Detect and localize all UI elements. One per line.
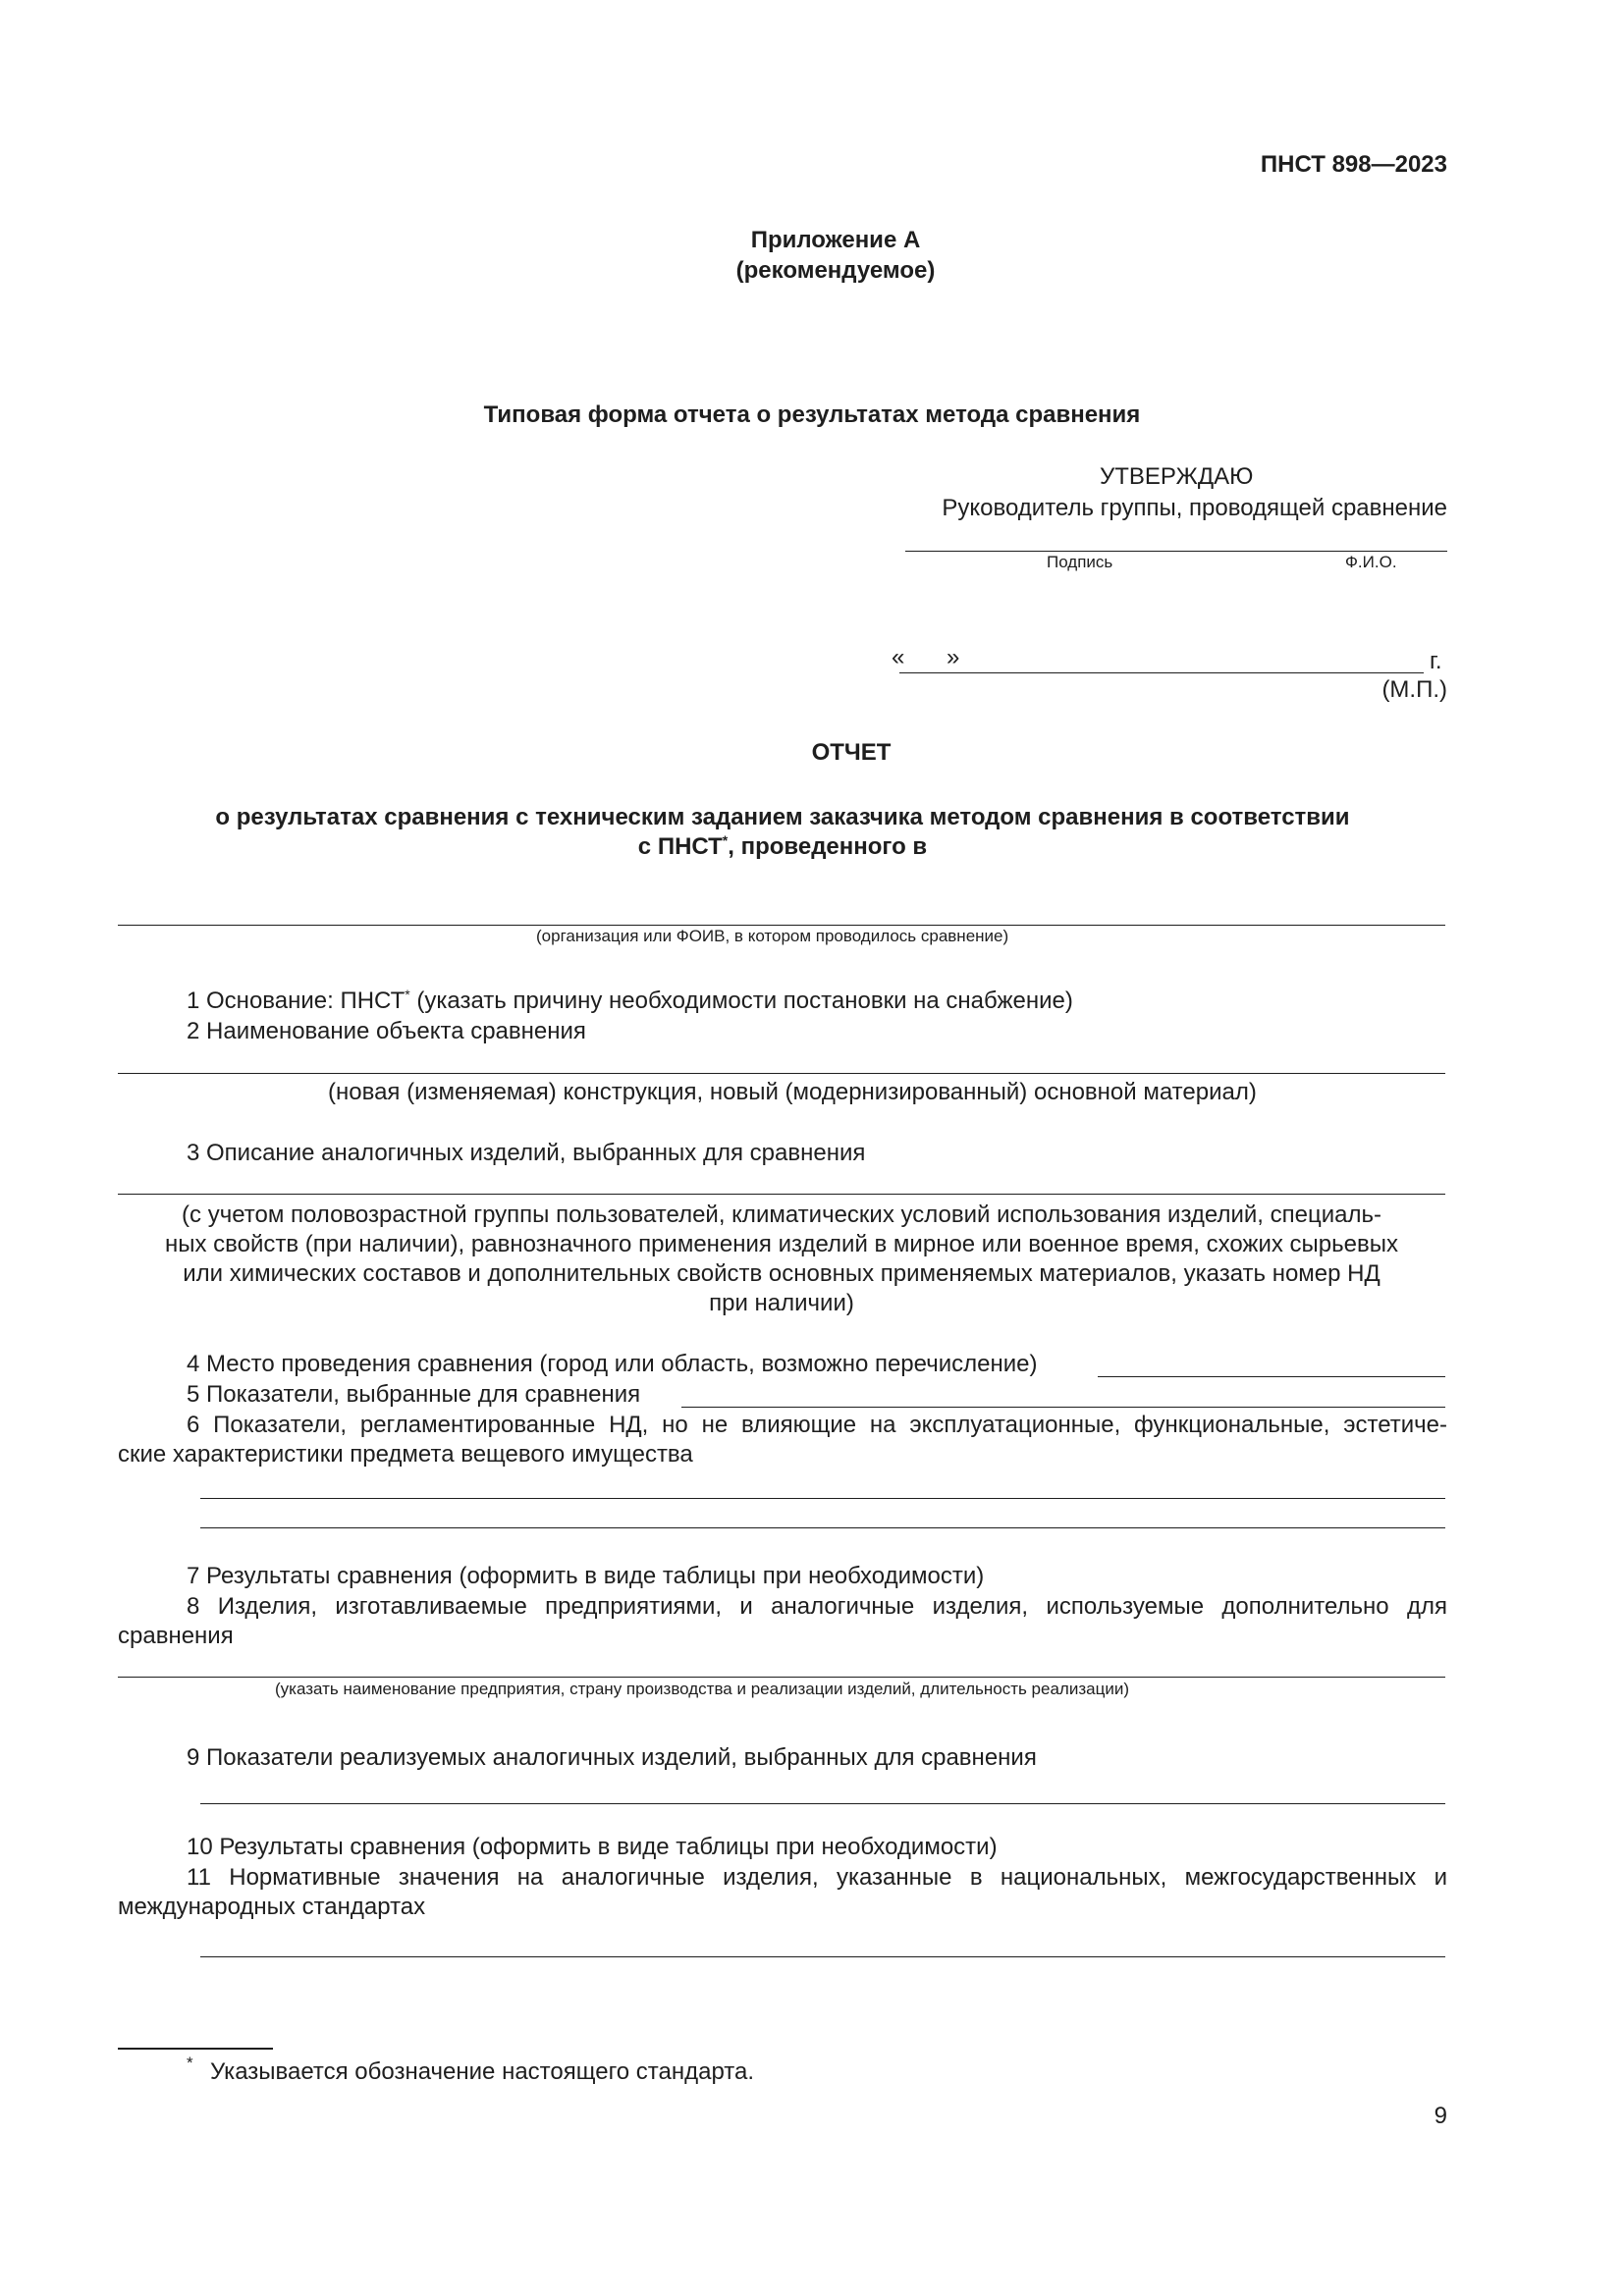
item-10: 10 Результаты сравнения (оформить в виде таблицы при необходимости) — [187, 1834, 998, 1860]
item-11-line[interactable] — [200, 1956, 1445, 1957]
report-subheading-line1: о результатах сравнения с техническим заданием заказчика методом сравнения в соответствии — [215, 804, 1350, 830]
item-5: 5 Показатели, выбранные для сравнения — [187, 1381, 641, 1408]
item-6-line-a[interactable] — [200, 1498, 1445, 1499]
year-suffix: г. — [1430, 648, 1442, 674]
organization-line[interactable] — [118, 925, 1445, 926]
date-open-quote: « — [892, 644, 905, 670]
page-number: 9 — [1434, 2103, 1447, 2129]
appendix-title: Приложение А — [750, 227, 921, 253]
item-3-hint-line4: при наличии) — [709, 1290, 854, 1316]
item-11-line2: международных стандартах — [118, 1894, 426, 1920]
approve-label: УТВЕРЖДАЮ — [1100, 463, 1254, 490]
signature-label: Подпись — [1047, 553, 1113, 571]
item-1-prefix: 1 Основание: ПНСТ — [187, 988, 406, 1014]
subheading-part-a: с ПНСТ — [637, 833, 723, 860]
report-heading: ОТЧЕТ — [811, 739, 892, 766]
date-close-quote: » — [947, 644, 960, 670]
item-2: 2 Наименование объекта сравнения — [187, 1018, 586, 1044]
document-code: ПНСТ 898—2023 — [1260, 151, 1447, 178]
approver-role: Руководитель группы, проводящей сравнение — [942, 495, 1447, 521]
form-title: Типовая форма отчета о результатах метода сравнения — [483, 401, 1141, 428]
item-9: 9 Показатели реализуемых аналогичных изделий, выбранных для сравнения — [187, 1744, 1037, 1771]
subheading-part-b: , проведенного в — [728, 833, 928, 860]
item-8-hint: (указать наименование предприятия, страну производства и реализации изделий, длительность реализации) — [275, 1680, 1129, 1698]
item-11-line1: 11 Нормативные значения на аналогичные изделия, указанные в национальных, межгосударственных и — [187, 1864, 1447, 1891]
appendix-subtitle: (рекомендуемое) — [735, 257, 936, 284]
item-3-line[interactable] — [118, 1194, 1445, 1195]
item-6-line-b[interactable] — [200, 1527, 1445, 1528]
item-4-line[interactable] — [1098, 1376, 1445, 1377]
footnote-separator — [118, 2048, 273, 2050]
item-6-line2: ские характеристики предмета вещевого имущества — [118, 1441, 693, 1468]
item-8-line1: 8 Изделия, изготавливаемые предприятиями, и аналогичные изделия, используемые дополнительно для — [187, 1593, 1447, 1620]
item-1 — [187, 987, 1073, 1016]
item-8-line2: сравнения — [118, 1623, 234, 1649]
item-1-footnote-mark: * — [405, 987, 410, 1002]
item-1-text: (указать причину необходимости постановки на снабжение) — [409, 988, 1073, 1014]
item-3-hint-line2: ных свойств (при наличии), равнозначного применения изделий в мирное или военное время, схожих сырьевых — [164, 1231, 1398, 1257]
report-subheading-line2 — [118, 832, 1447, 862]
item-3: 3 Описание аналогичных изделий, выбранных для сравнения — [187, 1140, 866, 1166]
item-6-line1: 6 Показатели, регламентированные НД, но не влияющие на эксплуатационные, функциональные, эстетиче- — [187, 1412, 1447, 1438]
footnote-mark: * — [722, 832, 729, 848]
item-8-line[interactable] — [118, 1677, 1445, 1678]
name-label: Ф.И.О. — [1345, 553, 1397, 571]
item-7: 7 Результаты сравнения (оформить в виде таблицы при необходимости) — [187, 1563, 985, 1589]
item-9-line[interactable] — [200, 1803, 1445, 1804]
seal-label: (М.П.) — [1381, 676, 1447, 703]
signature-line[interactable] — [905, 551, 1447, 552]
footnote-text: Указывается обозначение настоящего стандарта. — [210, 2058, 755, 2085]
item-3-hint-line1: (с учетом половозрастной группы пользователей, климатических условий использования изделий, специаль- — [182, 1201, 1381, 1228]
item-5-line[interactable] — [681, 1407, 1445, 1408]
item-2-line[interactable] — [118, 1073, 1445, 1074]
item-2-hint: (новая (изменяемая) конструкция, новый (модернизированный) основной материал) — [328, 1079, 1257, 1105]
footnote-mark: * — [187, 2054, 193, 2072]
item-4: 4 Место проведения сравнения (город или область, возможно перечисление) — [187, 1351, 1038, 1377]
item-3-hint-line3: или химических составов и дополнительных свойств основных применяемых материалов, указать номер НД — [183, 1260, 1380, 1287]
organization-hint: (организация или ФОИВ, в котором проводилось сравнение) — [536, 927, 1009, 945]
date-line[interactable] — [899, 672, 1424, 673]
